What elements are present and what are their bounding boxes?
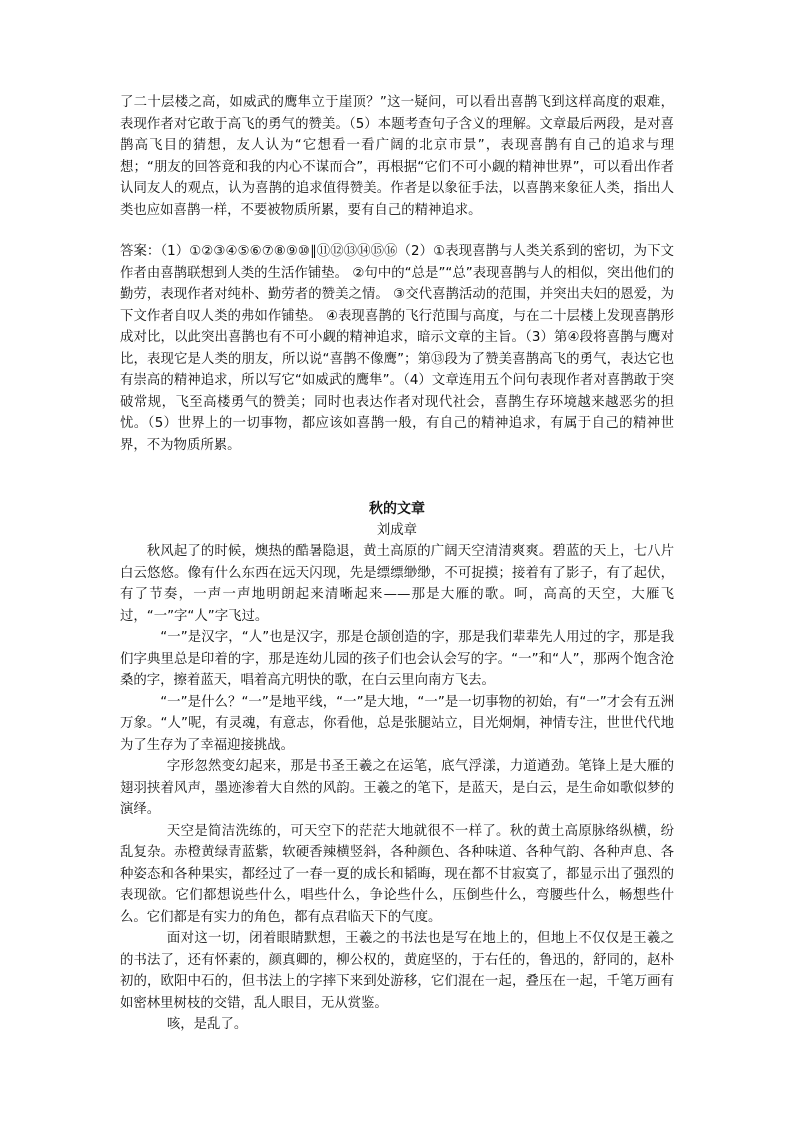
essay-paragraph-2: “一”是汉字，“人”也是汉字，那是仓颉创造的字，那是我们辈辈先人用过的字，那是我们字典里总是印着的字，那是连幼儿园的孩子们也会认会写的字。“一”和“人”，那两个饱含沧桑的字，擦着蓝天，唱着高亢明快的歌，在白云里向南方飞去。	[120, 630, 674, 688]
analysis-paragraph: 了二十层楼之高，如威武的鹰隼立于崖顶？”这一疑问，可以看出喜鹊飞到这样高度的艰难，表现作者对它敢于高飞的勇气的赞美。（5）本题考查句子含义的理解。文章最后两段，是对喜鹊高飞目的猜想，友人认为“它想看一看广阔的北京市景”，表现喜鹊有自己的追求与理想；“朋友的回答竟和我的内心不谋而合”，再根据“它们不可小觑的精神世界”，可以看出作者认同友人的观点，认为喜鹊的追求值得赞美。作者是以象征手法，以喜鹊来象征人类，指出人类也应如喜鹊一样，不要被物质所累，要有自己的精神追求。	[120, 95, 674, 218]
essay-title: 秋的文章	[369, 501, 425, 517]
spacer	[120, 456, 674, 498]
answer-paragraph: 答案：（1）①②③④⑤⑥⑦⑧⑨⑩∥⑪⑫⑬⑭⑮⑯（2）①表现喜鹊与人类关系到的密切，为下文作者由喜鹊联想到人类的生活作铺垫。 ②句中的“总是”“总”表现喜鹊与人的相似，突出他们的勤劳，表现作者对纯朴、勤劳者的赞美之情。 ③交代喜鹊活动的范围，并突出夫妇的恩爱，为下文作者自叹人类的弗如作铺垫。 ④表现喜鹊的飞行范围与高度，与在二十层楼上发现喜鹊形成对比，以此突出喜鹊也有不可小觑的精神追求，暗示文章的主旨。（3）第④段将喜鹊与鹰对比，表现它是人类的朋友，所以说“喜鹊不像鹰”；第⑬段为了赞美喜鹊高飞的勇气，表达它也有崇高的精神追求，所以写它“如威武的鹰隼”。（4）文章连用五个问句表现作者对喜鹊敢于突破常规，飞至高楼勇气的赞美；同时也表达作者对现代社会，喜鹊生存环境越来越恶劣的担忧。（5）世界上的一切事物，都应该如喜鹊一般，有自己的精神追求，有属于自己的精神世界，不为物质所累。	[120, 244, 674, 453]
essay-paragraph-5: 天空是简洁洗练的，可天空下的茫茫大地就很不一样了。秋的黄土高原脉络纵横，纷乱复杂。赤橙黄绿青蓝紫，软硬香辣横竖斜，各种颜色、各种味道、各种气韵、各种声息、各种姿态和各种果实，都经过了一春一夏的成长和韬晦，现在都不甘寂寞了，都显示出了强烈的表现欲。它们都想说些什么，唱些什么，争论些什么，压倒些什么，弯腰些什么，畅想些什么。它们都是有实力的角色，都有点君临天下的气度。	[120, 823, 674, 925]
document-page	[120, 92, 674, 1036]
essay-paragraph-6: 面对这一切，闭着眼睛默想，王羲之的书法也是写在地上的，但地上不仅仅是王羲之的书法了，还有怀素的，颜真卿的，柳公权的，黄庭坚的，于右任的，鲁迅的，舒同的，赵朴初的，欧阳中石的，但书法上的字摔下来到处游移，它们混在一起，叠压在一起，千笔万画有如密林里树枝的交错，乱人眼目，无从赏鉴。	[120, 931, 674, 1011]
spacer	[120, 221, 674, 241]
essay-author: 刘成章	[376, 523, 418, 538]
essay-paragraph-7: 咳，是乱了。	[166, 1017, 248, 1032]
essay-paragraph-4: 字形忽然变幻起来，那是书圣王羲之在运笔，底气浮漾，力道遒劲。笔锋上是大雁的翅羽挟着风声，墨迹渗着大自然的风韵。王羲之的笔下，是蓝天，是白云，是生命如歌似梦的演绎。	[120, 759, 674, 817]
essay-paragraph-3: “一”是什么？“一”是地平线，“一”是大地，“一”是一切事物的初始，有“一”才会有五洲万象。“人”呢，有灵魂，有意志，你看他，总是张腿站立，目光炯炯，神情专注，世世代代地为了生存为了幸福迎接挑战。	[120, 694, 674, 753]
essay-paragraph-1: 秋风起了的时候，燠热的酷暑隐退，黄土高原的广阔天空清清爽爽。碧蓝的天上，七八片白云悠悠。像有什么东西在远天闪现，先是缥缥缈缈，不可捉摸；接着有了影子，有了起伏，有了节奏，一声一声地明朗起来清晰起来——那是大雁的歌。呵，高高的天空，大雁飞过，“一”字“人”字飞过。	[120, 544, 674, 624]
